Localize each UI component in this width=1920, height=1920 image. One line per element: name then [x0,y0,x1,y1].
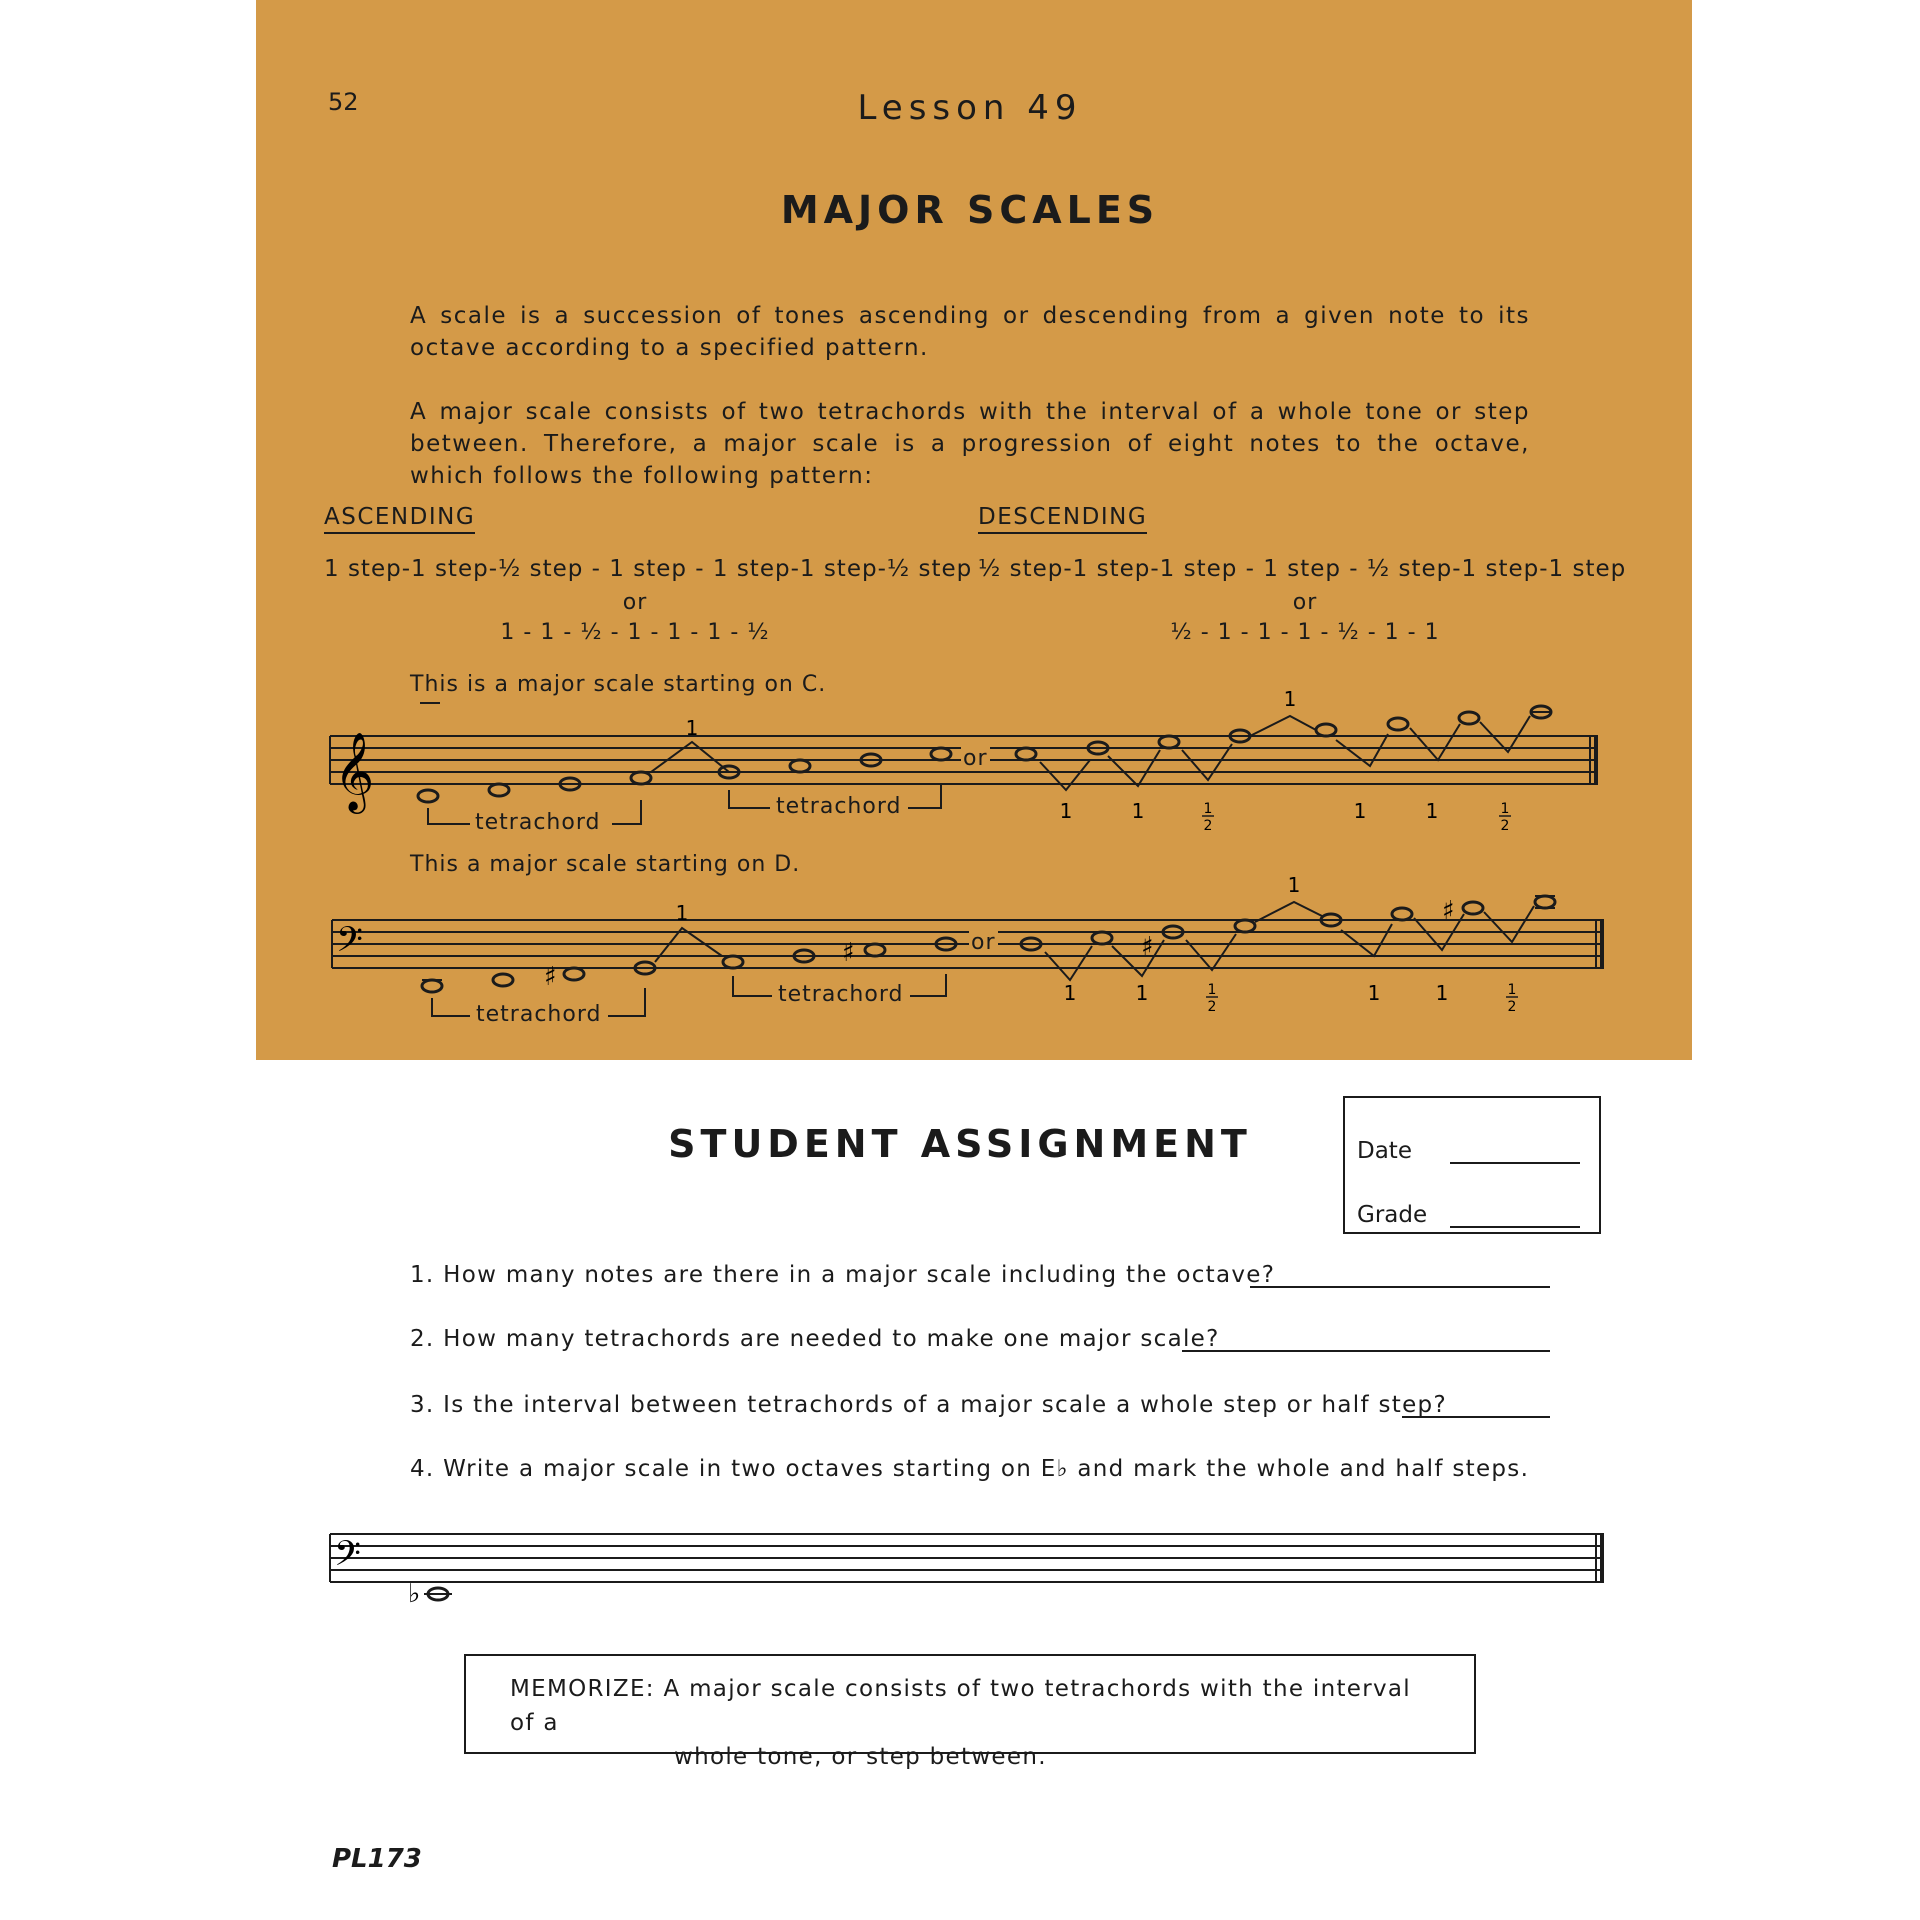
svg-text:1: 1 [1207,982,1217,998]
ascending-or: or [622,590,648,615]
scale-definition-paragraph: A scale is a succession of tones ascending or descending from a given note to its octave according to a specified pattern. [410,303,1530,361]
c-or-label: or [963,746,988,771]
svg-text:1: 1 [1131,799,1145,823]
step-marker [1112,940,1164,976]
page-number: 52 [328,88,359,116]
svg-text:♯: ♯ [842,938,855,968]
date-grade-box [1343,1096,1601,1234]
note [422,980,442,992]
tetrachord-bracket [432,998,470,1016]
ascending-pattern: 1 step-1 step-½ step - 1 step - 1 step-1 step-½ step [324,556,973,582]
grade-field[interactable] [1450,1226,1580,1228]
question-1: 1. How many notes are there in a major scale including the octave? [410,1262,1276,1288]
step-count-row [1064,981,1518,1015]
c-scale-caption: This is a major scale starting on C. [410,672,827,697]
c-tetrachord-label-1: tetrachord [475,810,601,835]
step-marker [1045,946,1092,980]
note [1392,908,1412,920]
answer-1-field[interactable] [1250,1286,1550,1288]
step-label: 1 [675,901,689,925]
descending-or: or [1292,590,1318,615]
answer-staff[interactable] [0,1520,1920,1620]
svg-text:2: 2 [1203,818,1213,834]
question-3: 3. Is the interval between tetrachords of a major scale a whole step or half step? [410,1392,1447,1418]
svg-text:1: 1 [1435,981,1449,1005]
d-scale-caption: This a major scale starting on D. [410,852,801,877]
ascending-numeric: 1 - 1 - ½ - 1 - 1 - 1 - ½ [500,620,770,645]
note [564,968,584,980]
descending-numeric: ½ - 1 - 1 - 1 - ½ - 1 - 1 [1170,620,1440,645]
answer-2-field[interactable] [1182,1350,1550,1352]
step-label: 1 [1283,687,1297,711]
note [1463,902,1483,914]
svg-text:1: 1 [1507,982,1517,998]
note [723,956,743,968]
tetrachord-bracket [910,974,946,996]
date-label: Date [1357,1138,1412,1164]
note [1092,932,1112,944]
svg-text:1: 1 [1135,981,1149,1005]
treble-clef-icon: 𝄞 [334,732,375,811]
memorize-line-1: A major scale consists of two tetrachords with the interval of a [510,1676,1411,1736]
svg-text:2: 2 [1207,999,1217,1015]
c-tetrachord-label-2: tetrachord [776,794,902,819]
ascending-heading: ASCENDING [324,504,475,534]
svg-text:♯: ♯ [544,962,557,992]
note [1535,896,1555,908]
tetrachord-bracket [608,988,645,1016]
question-4: 4. Write a major scale in two octaves starting on E♭ and mark the whole and half steps. [410,1456,1530,1482]
question-2: 2. How many tetrachords are needed to make one major scale? [410,1326,1220,1352]
svg-text:1: 1 [1367,981,1381,1005]
svg-text:1: 1 [1203,801,1213,817]
note [493,974,513,986]
tetrachord-bracket [733,976,772,996]
student-assignment-title: STUDENT ASSIGNMENT [668,1122,1252,1166]
d-tetrachord-label-1: tetrachord [476,1002,602,1027]
bass-clef-icon: 𝄢 [334,1533,362,1582]
page-title: MAJOR SCALES [780,188,1160,232]
flat-icon: ♭ [408,1579,421,1609]
date-field[interactable] [1450,1162,1580,1164]
catalog-code: PL173 [332,1844,422,1874]
d-or-label: or [971,930,996,955]
note [1235,920,1255,932]
answer-3-field[interactable] [1402,1416,1550,1418]
svg-text:1: 1 [1063,981,1077,1005]
d-tetrachord-label-2: tetrachord [778,982,904,1007]
note [865,944,885,956]
svg-text:2: 2 [1507,999,1517,1015]
step-marker [1484,906,1534,942]
grade-label: Grade [1357,1202,1428,1228]
step-label: 1 [685,716,699,740]
svg-text:♯: ♯ [1141,932,1154,962]
memorize-label: MEMORIZE: [510,1676,655,1702]
step-label: 1 [1287,873,1301,897]
svg-text:♯: ♯ [1442,896,1455,926]
svg-text:1: 1 [1353,799,1367,823]
bass-clef-icon: 𝄢 [336,919,364,968]
svg-text:1: 1 [1500,801,1510,817]
svg-text:2: 2 [1500,818,1510,834]
svg-text:1: 1 [1059,799,1073,823]
step-marker [1186,934,1236,970]
lesson-heading: Lesson 49 [857,88,1083,128]
memorize-line-2: whole tone, or step between. [674,1744,1047,1770]
step-marker [1341,924,1392,956]
descending-pattern: ½ step-1 step-1 step - 1 step - ½ step-1 step-1 step [978,556,1627,582]
svg-text:1: 1 [1425,799,1439,823]
memorize-box [464,1654,1476,1770]
descending-heading: DESCENDING [978,504,1147,534]
major-scale-paragraph: A major scale consists of two tetrachords with the interval of a whole tone or step between. Therefore, a major scale is a progression of eight notes to the octave, which follows the following pattern: [410,399,1530,489]
